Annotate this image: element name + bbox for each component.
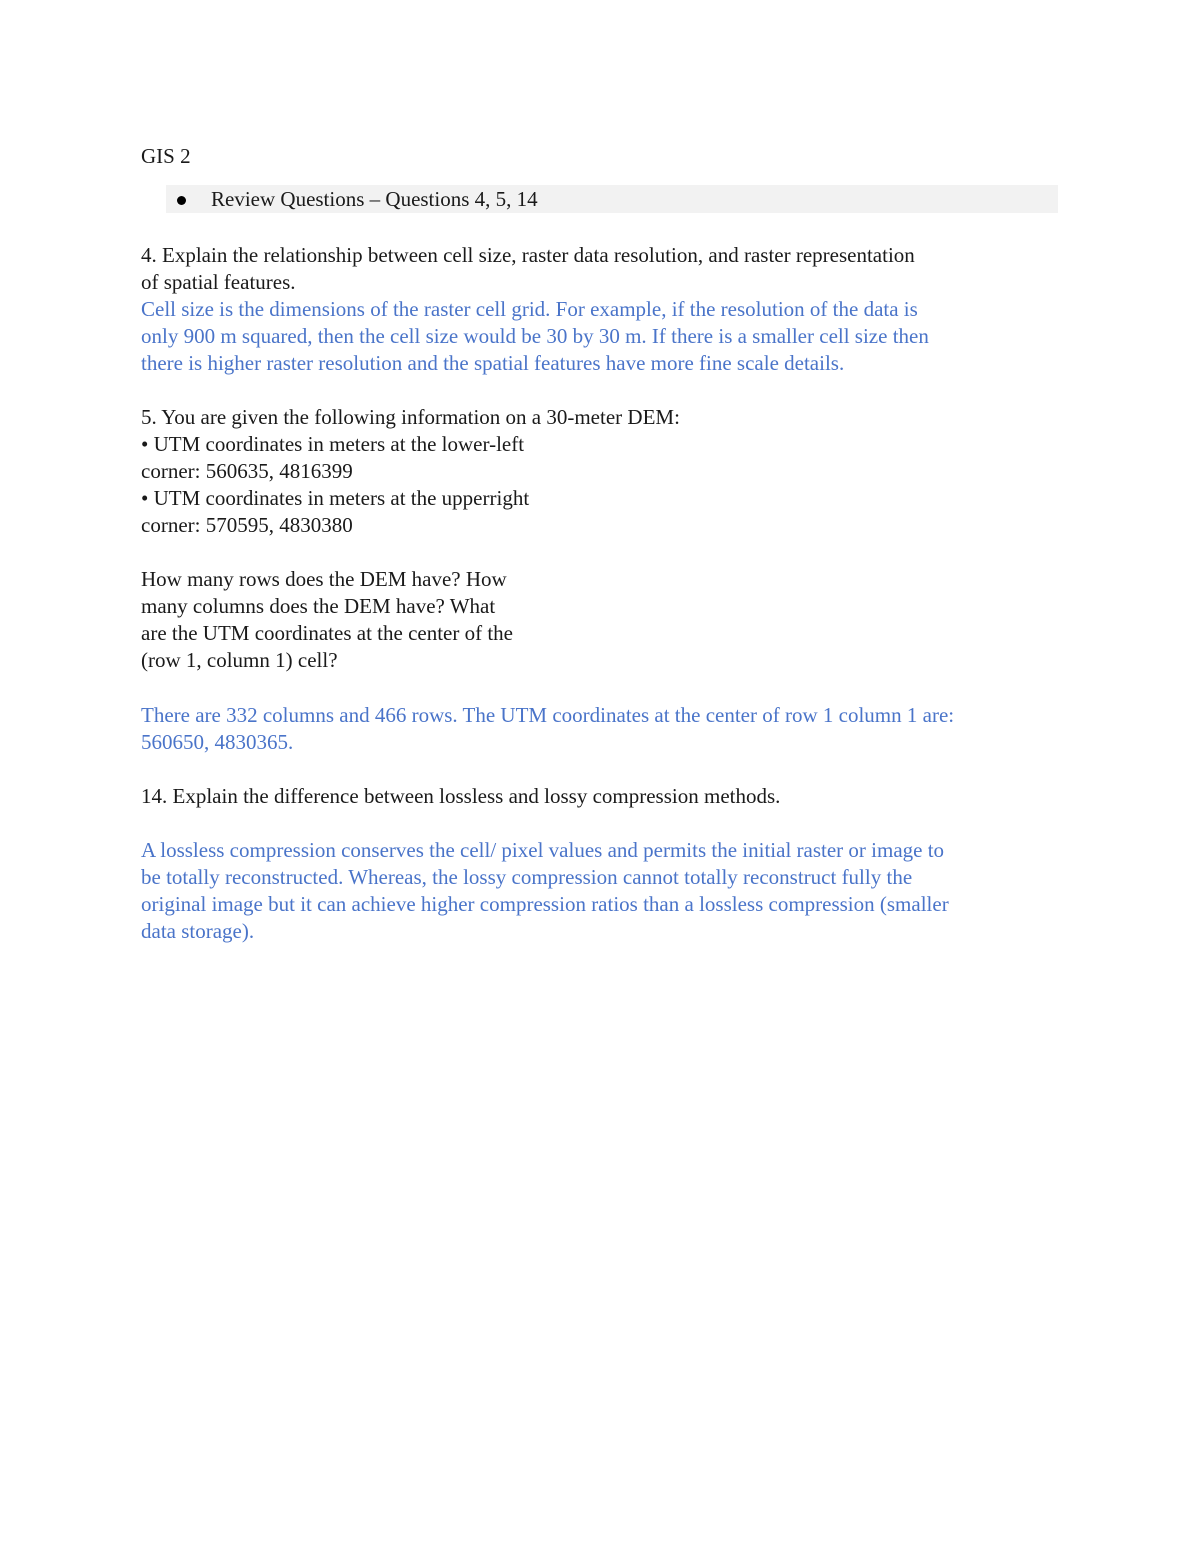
q5-question2-line: How many rows does the DEM have? How [141,567,507,591]
q5-question-line: • UTM coordinates in meters at the upperright [141,486,530,510]
q5-question-line: • UTM coordinates in meters at the lower-left [141,432,525,456]
q5-question-line: 5. You are given the following information on a 30-meter DEM: [141,405,680,429]
q14-answer-line: A lossless compression conserves the cell/ pixel values and permits the initial raster or image to [141,838,945,862]
q4-question-line: 4. Explain the relationship between cell size, raster data resolution, and raster representation [141,243,915,267]
document-title: GIS 2 [141,144,191,168]
q5-answer-line: 560650, 4830365. [141,730,294,754]
q5-answer-line: There are 332 columns and 466 rows. The UTM coordinates at the center of row 1 column 1 are: [141,703,955,727]
q4-answer-line: there is higher raster resolution and the spatial features have more fine scale details. [141,351,845,375]
q5-question-line: corner: 570595, 4830380 [141,513,353,537]
q4-question-line: of spatial features. [141,270,296,294]
q4-answer-line: only 900 m squared, then the cell size would be 30 by 30 m. If there is a smaller cell size then [141,324,929,348]
bullet-list-item [166,185,1058,213]
q14-answer-line: data storage). [141,919,255,943]
q4-answer-line: Cell size is the dimensions of the raster cell grid. For example, if the resolution of the data is [141,297,918,321]
q5-question2-line: are the UTM coordinates at the center of the [141,621,514,645]
bullet-text: Review Questions – Questions 4, 5, 14 [211,187,538,211]
q14-answer-line: original image but it can achieve higher compression ratios than a lossless compression (smaller [141,892,949,916]
q14-question-line: 14. Explain the difference between lossless and lossy compression methods. [141,784,781,808]
bullet-icon [177,196,186,205]
q5-question2-line: (row 1, column 1) cell? [141,648,338,672]
q14-answer-line: be totally reconstructed. Whereas, the lossy compression cannot totally reconstruct fully the [141,865,913,889]
q5-question-line: corner: 560635, 4816399 [141,459,353,483]
q5-question2-line: many columns does the DEM have? What [141,594,496,618]
